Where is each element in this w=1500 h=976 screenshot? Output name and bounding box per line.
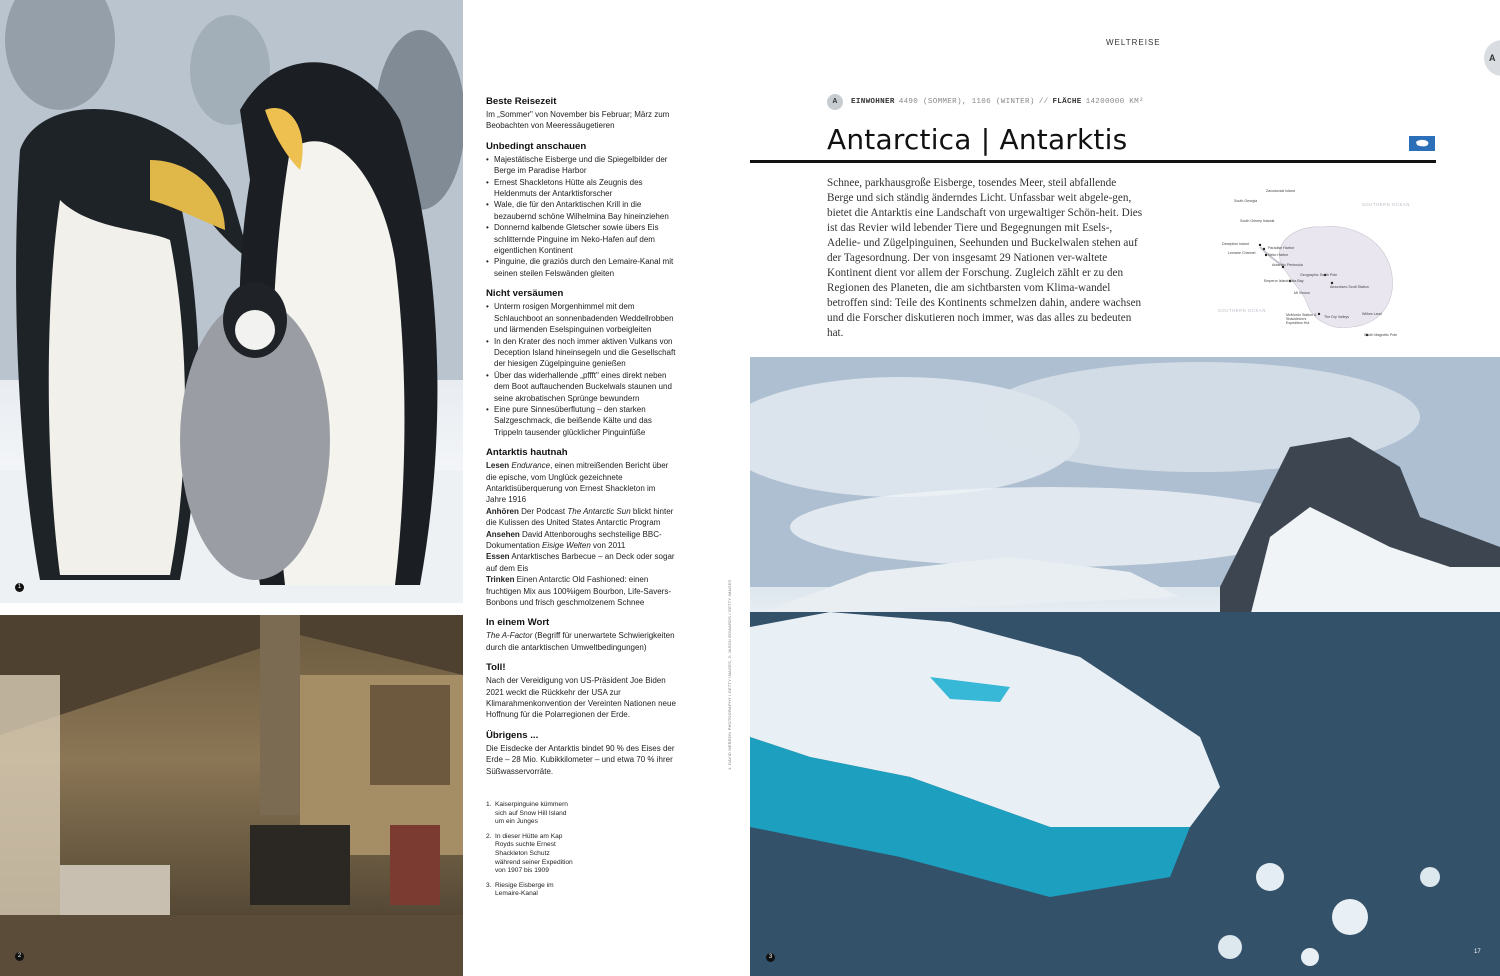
- list-item: • Majestätische Eisberge und die Spiegelbilder der Berge im Paradise Harbor: [486, 154, 676, 177]
- iceberg-illustration: [750, 357, 1500, 976]
- list-item: • Eine pure Sinnesüberflutung – den starken Salzgeschmack, die beißende Kälte und das Trippeln tausender glücklicher Pinguinfüße: [486, 404, 676, 438]
- map-label: McMurdo Station & Shackleton's Expedition Hut: [1286, 313, 1317, 326]
- shackleton-hut-photo: [0, 615, 463, 976]
- ocean-label: SOUTHERN OCEAN: [1218, 308, 1266, 313]
- best-travel-time-section: [486, 96, 676, 132]
- drink-entry: [486, 574, 676, 608]
- read-label: Lesen: [486, 461, 510, 471]
- map-label: Lemaire Channel: [1228, 251, 1256, 255]
- antarctica-flag-icon: [1409, 136, 1435, 151]
- section-title: Nicht versäumen: [486, 288, 564, 300]
- section-text: Die Eisdecke der Antarktis bindet 90 % des Eises der Erde – 28 Mio. Kubikkilometer – und etwa 70 % ihrer Süßwasservorräte.: [486, 743, 675, 776]
- alphabet-tab-badge[interactable]: A: [1484, 40, 1500, 76]
- list-item: • Pinguine, die graziös durch den Lemaire-Kanal mit seinen steilen Felswänden gleiten: [486, 256, 676, 279]
- great-section: [486, 662, 676, 721]
- map-label: Antarctic Peninsula: [1272, 263, 1303, 267]
- title-rule: [750, 160, 1436, 163]
- by-the-way-section: [486, 730, 676, 777]
- population-label: EINWOHNER: [851, 98, 895, 106]
- listen-pre: Der Podcast: [518, 506, 568, 516]
- letter-badge: A: [827, 94, 843, 110]
- country-stats: [827, 94, 1144, 110]
- figure-number-1: 1: [15, 583, 24, 592]
- must-see-section: [486, 141, 676, 279]
- emperor-penguins-photo: [0, 0, 463, 603]
- area-label: FLÄCHE: [1052, 98, 1082, 106]
- population-value: 4490 (SOMMER), 1106 (WINTER): [898, 98, 1035, 106]
- lemaire-channel-iceberg-photo: [750, 357, 1500, 976]
- list-item: • In den Krater des noch immer aktiven Vulkans von Deception Island hineinsegeln und die Gesellschaft der hiesigen Zügelpinguine genießen: [486, 336, 676, 370]
- ocean-label: SOUTHERN OCEAN: [1362, 202, 1410, 207]
- section-title: In einem Wort: [486, 617, 550, 629]
- map-label: Deception Island: [1222, 242, 1249, 246]
- caption-2: [486, 833, 576, 876]
- map-label: South Georgia: [1234, 199, 1258, 203]
- info-column: [486, 96, 676, 905]
- map-label: Neko Harbor: [1268, 253, 1289, 257]
- caption-1: [486, 801, 576, 827]
- list-item: • Ernest Shackletons Hütte als Zeugnis des Heldenmuts der Antarktisforscher: [486, 177, 676, 200]
- intro-paragraph: Schnee, parkhausgroße Eisberge, tosendes Meer, steil abfallende Berge und sich ständig änderndes Licht. Unfassbar weit abgele-gen, bietet die Antarktis eine Landschaft von urgewaltiger Schön-heit. Dies ist das Revier wild lebender Tiere und Begegnungen mit Esels-, Adelie- und Zügelpinguinen, Seehunden und Buckelwalen stehen auf der Tagesordnung. Der von insgesamt 29 Nationen ver-waltete Kontinent dient vor allem der Forschung. Zugleich zählt er zu den Regionen des Planeten, die am sichtbarsten vom Klima-wandel betroffen sind: Teile des Kontinents schmelzen dahin, andere wachsen und die Forscher diskutieren noch immer, was das alles zu bedeuten hat.: [827, 177, 1143, 339]
- up-close-section: [486, 447, 676, 608]
- read-entry: [486, 460, 676, 506]
- section-text: [486, 630, 676, 653]
- map-label: The Dry Valleys: [1324, 315, 1350, 319]
- caption-text: Kaiserpinguine kümmern sich auf Snow Hill Island um ein Junges: [495, 801, 568, 826]
- section-title: Toll!: [486, 662, 506, 674]
- dont-miss-list: [486, 301, 676, 438]
- section-title: Antarktis hautnah: [486, 447, 568, 459]
- map-label: Emperor Island Atka Bay: [1264, 279, 1304, 283]
- drink-label: Trinken: [486, 575, 515, 585]
- drink-text: Einen Antarctic Old Fashioned: einen fruchtigen Mix aus 100%igem Bourbon, Life-Savers-Bonbons und frisch geschmolzenem Schnee: [486, 575, 671, 608]
- photo-captions: [486, 801, 676, 899]
- watch-entry: [486, 529, 676, 552]
- list-item: • Unterm rosigen Morgenhimmel mit dem Schlauchboot an sonnenbadenden Weddellrobben und lärmenden Eselspinguinen vorbeigleiten: [486, 301, 676, 335]
- caption-3: [486, 882, 576, 899]
- section-label: WELTREISE: [1106, 38, 1161, 47]
- figure-number-2: 2: [15, 952, 24, 961]
- antarctica-map: [1212, 185, 1418, 345]
- map-label: Paradise Harbor: [1268, 246, 1295, 250]
- stats-separator: //: [1038, 98, 1049, 106]
- eat-label: Essen: [486, 552, 510, 562]
- section-title: Beste Reisezeit: [486, 96, 557, 107]
- book-title: Endurance: [511, 461, 551, 471]
- documentary-title: Eisige Welten: [542, 541, 591, 550]
- dont-miss-section: [486, 288, 676, 438]
- section-text: Im „Sommer" von November bis Februar; März zum Beobachten von Meeressäugetieren: [486, 110, 670, 131]
- area-value: 14200000 KM²: [1085, 98, 1144, 106]
- hut-interior-illustration: [0, 615, 463, 976]
- term: The A-Factor: [486, 631, 533, 641]
- caption-text: In dieser Hütte am Kap Royds suchte Ernest Shackleton Schutz während seiner Expedition von 1907 bis 1909: [495, 832, 573, 875]
- listen-text: blickt hinter die Kulissen des United States Antarctic Program: [486, 506, 674, 528]
- map-label: South Orkney Islands: [1240, 219, 1275, 223]
- map-label: Mt Vinson: [1294, 291, 1310, 295]
- figure-number-3: 3: [766, 953, 775, 962]
- page-number: 17: [1474, 949, 1481, 955]
- list-item: • Donnernd kalbende Gletscher sowie übers Eis schlitternde Pinguine im Neko-Hafen auf dem eigentlichen Kontinent: [486, 222, 676, 256]
- section-title: Unbedingt anschauen: [486, 140, 587, 152]
- section-text: Nach der Vereidigung von US-Präsident Joe Biden 2021 weckt die Rückkehr der USA zur Klimarahmenkonvention der Vereinten Nationen neue Hoffnung für die Polarregionen der Erde.: [486, 676, 676, 720]
- list-item: • Über das widerhallende „pffft" eines direkt neben dem Boot auftauchenden Buckelwals staunen und seine akrobatischen Sprünge bewundern: [486, 370, 676, 404]
- eat-text: Antarktisches Barbecue – an Deck oder sogar auf dem Eis: [486, 552, 675, 573]
- watch-text: von 2011: [590, 541, 626, 550]
- caption-number: 3.: [486, 881, 492, 889]
- penguins-illustration: [0, 0, 463, 603]
- map-label: Zavodovski Island: [1266, 189, 1295, 193]
- caption-text: Riesige Eisberge im Lemaire-Kanal: [495, 881, 554, 898]
- listen-label: Anhören: [486, 506, 519, 516]
- watch-label: Ansehen: [486, 529, 520, 539]
- must-see-list: [486, 154, 676, 279]
- page-title: Antarctica | Antarktis: [827, 123, 1128, 156]
- caption-number: 1.: [486, 801, 492, 809]
- flag-continent-shape: [1409, 136, 1435, 151]
- in-a-word-section: [486, 617, 676, 653]
- watch-pre: David Attenboroughs sechsteilige BBC-Dokumentation: [486, 529, 662, 550]
- photo-credit: 1: DAVID MERRON PHOTOGRAPHY / GETTY IMAGES, 2: JASON EDWARDS / GETTY IMAGES: [727, 579, 732, 770]
- caption-number: 2.: [486, 832, 492, 840]
- map-label: Geographic South Pole: [1300, 273, 1338, 277]
- map-label: Amundsen-Scott Station: [1330, 285, 1369, 289]
- term-text: (Begriff für unerwartete Schwierigkeiten durch die antarktischen Umweltbedingungen): [486, 631, 675, 652]
- listen-entry: [486, 506, 676, 529]
- map-label: Wilkes Land: [1362, 312, 1382, 316]
- read-text: , einen mitreißenden Bericht über die epische, vom Unglück gezeichnete Antarktisüberquerung von Ernest Shackleton im Jahre 1916: [486, 461, 669, 505]
- list-item: • Wale, die für den Antarktischen Krill in die bezaubernd schöne Wilhelmina Bay hineinziehen: [486, 199, 676, 222]
- eat-entry: [486, 551, 676, 574]
- section-title: Übrigens ...: [486, 729, 539, 741]
- podcast-title: The Antarctic Sun: [567, 506, 631, 516]
- map-label: South Magnetic Pole: [1364, 333, 1398, 337]
